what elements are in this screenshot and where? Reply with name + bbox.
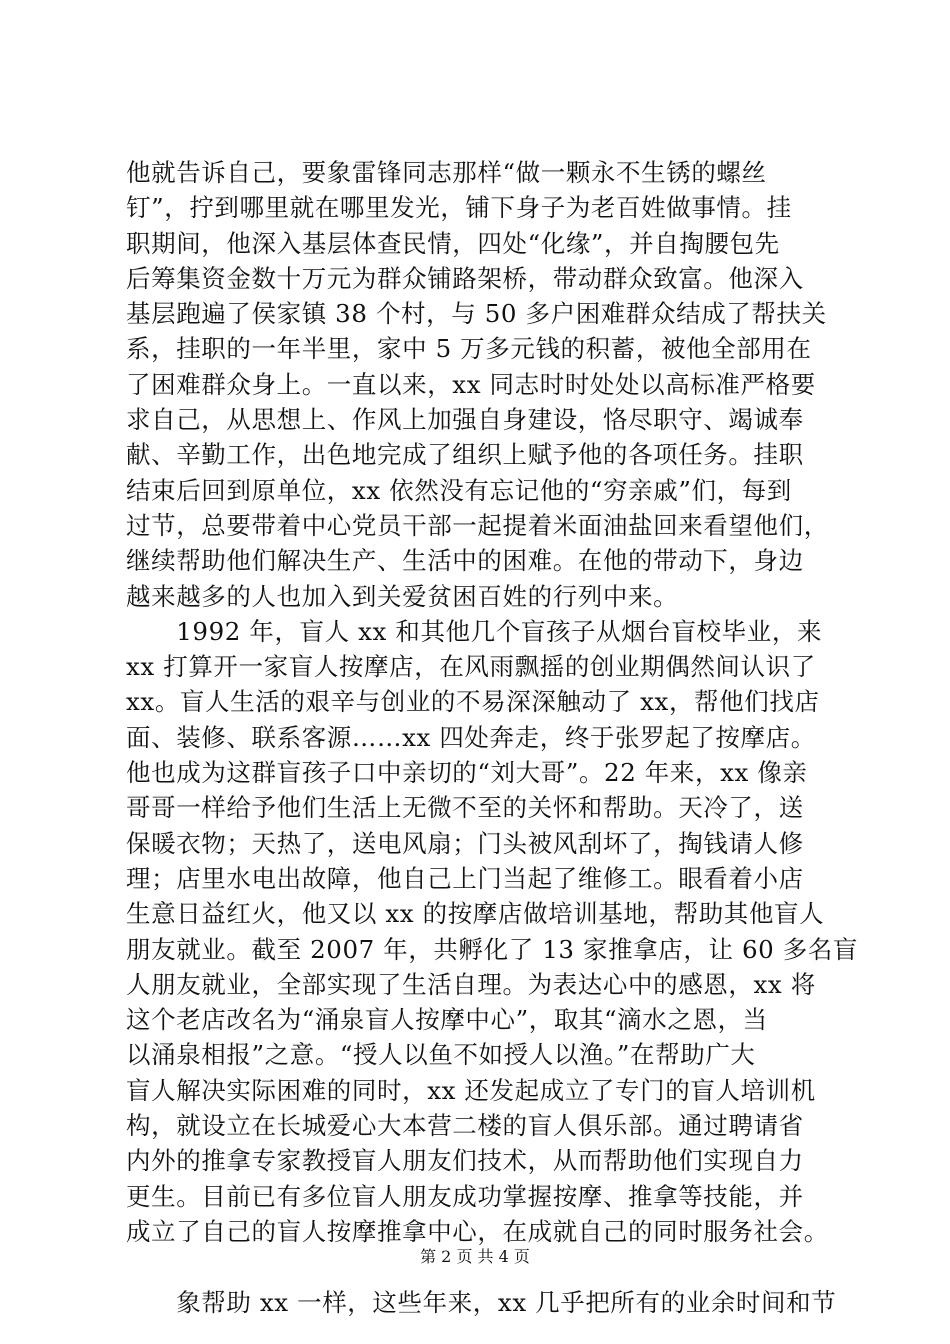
text-line: 1992 年，盲人 xx 和其他几个盲孩子从烟台盲校毕业，来 (126, 616, 823, 646)
text-line: 结束后回到原单位，xx 依然没有忘记他的“穷亲戚”们，每到 (126, 475, 792, 505)
text-line: 越来越多的人也加入到关爱贫困百姓的行列中来。 (126, 581, 679, 611)
text-line: 成立了自己的盲人按摩推拿中心，在成就自己的同时服务社会。 (126, 1216, 829, 1246)
text-line: xx 打算开一家盲人按摩店，在风雨飘摇的创业期偶然间认识了 (126, 652, 816, 682)
text-line: 后筹集资金数十万元为群众铺路架桥，带动群众致富。他深入 (126, 263, 804, 293)
text-line: 内外的推拿专家教授盲人朋友们技术，从而帮助他们实现自力 (126, 1146, 804, 1176)
text-line: 了困难群众身上。一直以来，xx 同志时时处处以高标准严格要 (126, 369, 816, 399)
text-line: 基层跑遍了侯家镇 38 个村，与 50 多户困难群众结成了帮扶关 (126, 299, 827, 329)
text-line: 他就告诉自己，要象雷锋同志那样“做一颗永不生锈的螺丝 (126, 158, 767, 187)
text-line: xx。盲人生活的艰辛与创业的不易深深触动了 xx，帮他们找店 (126, 687, 820, 717)
text-line: 继续帮助他们解决生产、生活中的困难。在他的带动下，身边 (126, 546, 804, 576)
text-line: 面、装修、联系客源……xx 四处奔走，终于张罗起了按摩店。 (126, 722, 816, 752)
text-line: 钉”，拧到哪里就在哪里发光，铺下身子为老百姓做事情。挂 (126, 193, 792, 223)
text-line: 他也成为这群盲孩子口中亲切的“刘大哥”。22 年来，xx 像亲 (126, 758, 808, 788)
text-line: 这个老店改名为“涌泉盲人按摩中心”，取其“滴水之恩，当 (126, 1005, 768, 1035)
body-text (126, 155, 859, 1321)
text-line: 保暖衣物；天热了，送电风扇；门头被风刮坏了，掏钱请人修 (126, 828, 804, 858)
text-line: 系，挂职的一年半里，家中 5 万多元钱的积蓄，被他全部用在 (126, 334, 812, 364)
text-line: 以涌泉相报”之意。“授人以鱼不如授人以渔。”在帮助广大 (126, 1040, 756, 1070)
text-line: 过节，总要带着中心党员干部一起提着米面油盐回来看望他们， (126, 510, 829, 540)
text-line: 朋友就业。截至 2007 年，共孵化了 13 家推拿店，让 60 多名盲 (126, 934, 859, 964)
text-line: 盲人解决实际困难的同时，xx 还发起成立了专门的盲人培训机 (126, 1075, 816, 1105)
text-line-last: 象帮助 xx 一样，这些年来，xx 几乎把所有的业余时间和节 (126, 1288, 837, 1318)
text-line: 理；店里水电出故障，他自己上门当起了维修工。眼看着小店 (126, 863, 804, 893)
text-line: 献、辛勤工作，出色地完成了组织上赋予他的各项任务。挂职 (126, 440, 804, 470)
page-number-footer: 第 2 页 共 4 页 (420, 1247, 530, 1266)
text-line: 求自己，从思想上、作风上加强自身建设，恪尽职守、竭诚奉 (126, 405, 804, 435)
text-line: 哥哥一样给予他们生活上无微不至的关怀和帮助。天冷了，送 (126, 793, 804, 823)
text-line: 构，就设立在长城爱心大本营二楼的盲人俱乐部。通过聘请省 (126, 1111, 804, 1141)
text-line: 职期间，他深入基层体查民情，四处“化缘”，并自掏腰包先 (126, 228, 780, 258)
text-line: 更生。目前已有多位盲人朋友成功掌握按摩、推拿等技能，并 (126, 1181, 804, 1211)
text-line: 生意日益红火，他又以 xx 的按摩店做培训基地，帮助其他盲人 (126, 899, 825, 929)
text-line: 人朋友就业，全部实现了生活自理。为表达心中的感恩，xx 将 (126, 969, 816, 999)
